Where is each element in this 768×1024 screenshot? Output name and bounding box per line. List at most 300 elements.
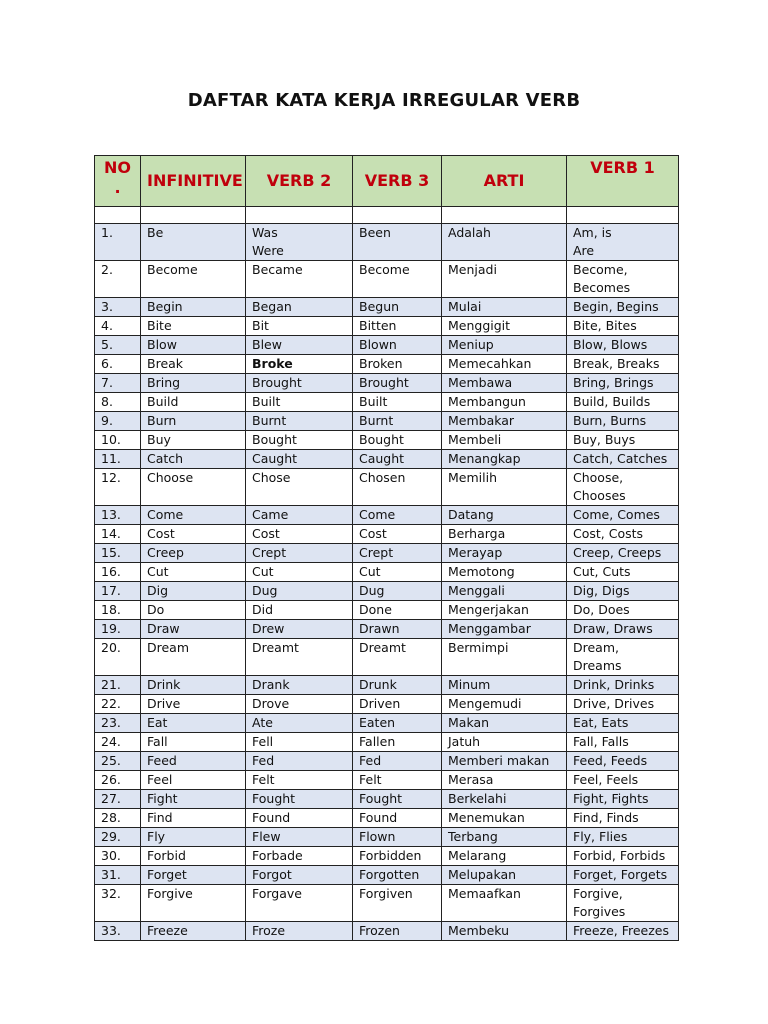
cell-verb1-text: Drive, Drives (573, 696, 655, 711)
header-arti: ARTI (442, 156, 567, 207)
table-row (95, 582, 679, 601)
cell-verb3-text: Burnt (359, 413, 394, 428)
cell-infinitive-text: Fly (147, 829, 166, 844)
cell-verb3-text: Fallen (359, 734, 396, 749)
cell-no-text: 8. (101, 394, 113, 409)
cell-arti-text: Memotong (448, 564, 515, 579)
cell-arti (442, 922, 567, 941)
cell-infinitive (141, 828, 246, 847)
cell-no (95, 922, 141, 941)
header-no-line2: . (114, 178, 121, 197)
cell-no-text: 12. (101, 470, 121, 485)
cell-verb3 (353, 885, 442, 922)
cell-arti (442, 336, 567, 355)
cell-verb1 (567, 866, 679, 885)
cell-verb3 (353, 393, 442, 412)
table-row (95, 506, 679, 525)
cell-no-text: 24. (101, 734, 121, 749)
table-row (95, 847, 679, 866)
cell-verb1-text: Drink, Drinks (573, 677, 655, 692)
table-row (95, 374, 679, 393)
cell-verb3 (353, 450, 442, 469)
cell-infinitive-text: Fall (147, 734, 168, 749)
cell-verb3 (353, 374, 442, 393)
cell-verb1-text: Eat, Eats (573, 715, 629, 730)
cell-infinitive (141, 695, 246, 714)
cell-infinitive-text: Feel (147, 772, 173, 787)
cell-verb2 (246, 355, 353, 374)
cell-no-text: 11. (101, 451, 121, 466)
cell-no (95, 828, 141, 847)
cell-arti-text: Memaafkan (448, 886, 521, 901)
cell-verb1-text: Forgive, (573, 886, 623, 901)
cell-infinitive-text: Feed (147, 753, 177, 768)
cell-arti (442, 544, 567, 563)
cell-verb2-text: Drank (252, 677, 290, 692)
cell-verb2 (246, 866, 353, 885)
cell-verb3 (353, 771, 442, 790)
spacer-cell (246, 207, 353, 224)
cell-arti (442, 771, 567, 790)
cell-infinitive (141, 790, 246, 809)
cell-verb2-text: Became (252, 262, 303, 277)
cell-arti-text: Melarang (448, 848, 507, 863)
cell-no-text: 6. (101, 356, 113, 371)
cell-verb2 (246, 563, 353, 582)
cell-verb2 (246, 847, 353, 866)
cell-verb1-text: Dream, (573, 640, 619, 655)
cell-verb1 (567, 355, 679, 374)
cell-verb2-text: Dug (252, 583, 278, 598)
cell-infinitive (141, 374, 246, 393)
cell-arti-text: Membangun (448, 394, 526, 409)
cell-verb3-text: Caught (359, 451, 405, 466)
table-row (95, 355, 679, 374)
table-row (95, 828, 679, 847)
cell-verb3-text: Bought (359, 432, 404, 447)
cell-no-text: 4. (101, 318, 113, 333)
cell-arti-text: Mengerjakan (448, 602, 529, 617)
cell-verb2 (246, 771, 353, 790)
spacer-cell (95, 207, 141, 224)
cell-arti (442, 695, 567, 714)
cell-no-text: 17. (101, 583, 121, 598)
table-row (95, 695, 679, 714)
cell-verb3 (353, 317, 442, 336)
cell-no-text: 33. (101, 923, 121, 938)
cell-infinitive (141, 298, 246, 317)
cell-arti-text: Melupakan (448, 867, 517, 882)
cell-verb3-text: Drunk (359, 677, 397, 692)
cell-verb2-text: Found (252, 810, 291, 825)
cell-arti (442, 563, 567, 582)
cell-verb3 (353, 525, 442, 544)
cell-arti-text: Membakar (448, 413, 515, 428)
cell-no-text: 18. (101, 602, 121, 617)
cell-verb2-text: Fed (252, 753, 275, 768)
table-row (95, 412, 679, 431)
cell-verb1-text-line2: Chooses (573, 488, 626, 503)
cell-no (95, 506, 141, 525)
cell-infinitive (141, 733, 246, 752)
cell-verb3-text: Blown (359, 337, 397, 352)
table-row (95, 525, 679, 544)
cell-verb1-text: Fall, Falls (573, 734, 629, 749)
cell-no-text: 23. (101, 715, 121, 730)
cell-verb1-text-line2: Becomes (573, 280, 631, 295)
cell-arti-text: Menggambar (448, 621, 531, 636)
cell-no (95, 261, 141, 298)
cell-verb2-text: Forbade (252, 848, 303, 863)
table-row (95, 431, 679, 450)
header-infinitive: INFINITIVE (141, 156, 246, 207)
cell-verb2-text: Cost (252, 526, 280, 541)
cell-arti (442, 828, 567, 847)
cell-no (95, 469, 141, 506)
cell-arti-text: Berharga (448, 526, 506, 541)
cell-infinitive-text: Come (147, 507, 184, 522)
cell-no (95, 298, 141, 317)
cell-verb1 (567, 469, 679, 506)
cell-infinitive (141, 412, 246, 431)
cell-verb1-text: Come, Comes (573, 507, 660, 522)
cell-no-text: 21. (101, 677, 121, 692)
cell-arti (442, 224, 567, 261)
cell-infinitive (141, 261, 246, 298)
table-row (95, 733, 679, 752)
cell-infinitive-text: Begin (147, 299, 183, 314)
cell-verb3-text: Drawn (359, 621, 400, 636)
cell-no-text: 9. (101, 413, 113, 428)
cell-verb1-text: Begin, Begins (573, 299, 659, 314)
cell-no-text: 2. (101, 262, 113, 277)
cell-arti-text: Menangkap (448, 451, 521, 466)
cell-arti-text: Memecahkan (448, 356, 532, 371)
cell-no-text: 10. (101, 432, 121, 447)
spacer-row (95, 207, 679, 224)
table-row (95, 639, 679, 676)
cell-verb3 (353, 601, 442, 620)
cell-infinitive-text: Dig (147, 583, 169, 598)
cell-verb3-text: Done (359, 602, 392, 617)
cell-infinitive-text: Be (147, 225, 164, 240)
cell-verb3-text: Forgiven (359, 886, 413, 901)
cell-verb1 (567, 601, 679, 620)
cell-verb3-text: Come (359, 507, 396, 522)
cell-infinitive-text: Become (147, 262, 198, 277)
cell-verb3 (353, 809, 442, 828)
cell-verb1-text: Do, Does (573, 602, 630, 617)
table-row (95, 336, 679, 355)
cell-infinitive-text: Bring (147, 375, 181, 390)
cell-verb3-text: Dug (359, 583, 385, 598)
cell-arti-text: Terbang (448, 829, 498, 844)
cell-no-text: 1. (101, 225, 113, 240)
cell-infinitive (141, 866, 246, 885)
cell-no-text: 15. (101, 545, 121, 560)
cell-verb1-text: Bite, Bites (573, 318, 637, 333)
cell-arti (442, 714, 567, 733)
cell-verb1-text: Cut, Cuts (573, 564, 631, 579)
cell-infinitive (141, 469, 246, 506)
cell-verb1 (567, 563, 679, 582)
cell-verb3-text: Become (359, 262, 410, 277)
cell-no-text: 16. (101, 564, 121, 579)
cell-arti (442, 885, 567, 922)
cell-arti-text: Memilih (448, 470, 497, 485)
cell-infinitive (141, 393, 246, 412)
cell-infinitive (141, 563, 246, 582)
cell-verb1 (567, 261, 679, 298)
cell-no (95, 866, 141, 885)
cell-arti (442, 374, 567, 393)
header-no (95, 156, 141, 207)
cell-verb3-text: Eaten (359, 715, 396, 730)
cell-no (95, 809, 141, 828)
cell-verb1-text-line2: Dreams (573, 658, 622, 673)
cell-infinitive-text: Forget (147, 867, 187, 882)
cell-infinitive-text: Burn (147, 413, 177, 428)
cell-arti-text: Merayap (448, 545, 503, 560)
cell-no-text: 22. (101, 696, 121, 711)
cell-arti-text: Membeli (448, 432, 502, 447)
cell-infinitive (141, 620, 246, 639)
cell-arti (442, 809, 567, 828)
cell-verb3 (353, 336, 442, 355)
cell-verb1-text: Feed, Feeds (573, 753, 648, 768)
cell-verb1 (567, 885, 679, 922)
cell-verb2 (246, 676, 353, 695)
table-row (95, 224, 679, 261)
cell-arti-text: Berkelahi (448, 791, 507, 806)
cell-verb3 (353, 544, 442, 563)
cell-verb1-text: Forbid, Forbids (573, 848, 666, 863)
cell-no-text: 31. (101, 867, 121, 882)
cell-arti-text: Memberi makan (448, 753, 550, 768)
cell-verb2-text: Crept (252, 545, 287, 560)
cell-verb1 (567, 525, 679, 544)
cell-infinitive-text: Choose (147, 470, 194, 485)
cell-infinitive-text: Fight (147, 791, 178, 806)
cell-verb1-text: Bring, Brings (573, 375, 654, 390)
cell-no (95, 374, 141, 393)
cell-no (95, 431, 141, 450)
cell-verb1-text: Buy, Buys (573, 432, 636, 447)
cell-verb3 (353, 752, 442, 771)
cell-verb3 (353, 828, 442, 847)
cell-infinitive (141, 639, 246, 676)
cell-infinitive-text: Blow (147, 337, 177, 352)
header-verb3: VERB 3 (353, 156, 442, 207)
cell-no (95, 639, 141, 676)
cell-infinitive (141, 714, 246, 733)
cell-no (95, 676, 141, 695)
cell-no (95, 771, 141, 790)
cell-verb1 (567, 393, 679, 412)
cell-verb2 (246, 639, 353, 676)
cell-verb2-text: Brought (252, 375, 302, 390)
cell-verb2-text: Did (252, 602, 274, 617)
cell-verb1 (567, 298, 679, 317)
cell-no (95, 695, 141, 714)
cell-no (95, 620, 141, 639)
cell-no-text: 25. (101, 753, 121, 768)
cell-verb2-text: Burnt (252, 413, 287, 428)
cell-infinitive-text: Buy (147, 432, 171, 447)
cell-verb1 (567, 714, 679, 733)
cell-verb2 (246, 336, 353, 355)
cell-verb1 (567, 412, 679, 431)
cell-verb3 (353, 714, 442, 733)
cell-verb2-text: Blew (252, 337, 282, 352)
table-row (95, 601, 679, 620)
cell-verb2 (246, 469, 353, 506)
cell-verb1-text: Burn, Burns (573, 413, 647, 428)
cell-verb2-text: Froze (252, 923, 286, 938)
cell-arti-text: Bermimpi (448, 640, 509, 655)
table-row (95, 261, 679, 298)
cell-verb3-text: Forgotten (359, 867, 420, 882)
cell-verb3 (353, 790, 442, 809)
cell-verb2-text: Forgave (252, 886, 302, 901)
cell-verb2 (246, 393, 353, 412)
cell-infinitive (141, 506, 246, 525)
cell-verb1-text-line2: Are (573, 243, 595, 258)
cell-verb2 (246, 828, 353, 847)
cell-infinitive-text: Break (147, 356, 184, 371)
cell-no (95, 355, 141, 374)
cell-arti-text: Datang (448, 507, 494, 522)
cell-verb3 (353, 639, 442, 676)
cell-verb1 (567, 771, 679, 790)
cell-arti-text: Menemukan (448, 810, 525, 825)
cell-verb2-text: Broke (252, 356, 293, 371)
cell-verb1-text: Break, Breaks (573, 356, 660, 371)
cell-verb2 (246, 733, 353, 752)
cell-verb3-text: Been (359, 225, 391, 240)
cell-infinitive (141, 525, 246, 544)
cell-verb3 (353, 922, 442, 941)
cell-no-text: 30. (101, 848, 121, 863)
cell-infinitive (141, 847, 246, 866)
cell-verb2 (246, 752, 353, 771)
cell-no (95, 224, 141, 261)
table-row (95, 544, 679, 563)
cell-no (95, 752, 141, 771)
cell-verb3-text: Chosen (359, 470, 406, 485)
table-row (95, 563, 679, 582)
cell-verb2-text: Drew (252, 621, 285, 636)
cell-verb2 (246, 922, 353, 941)
cell-verb2 (246, 714, 353, 733)
table-row (95, 922, 679, 941)
cell-verb1-text: Become, (573, 262, 628, 277)
cell-verb3-text: Fed (359, 753, 382, 768)
cell-verb2-text: Forgot (252, 867, 292, 882)
table-row (95, 885, 679, 922)
table-row (95, 450, 679, 469)
table-row (95, 771, 679, 790)
table-row (95, 317, 679, 336)
cell-verb1-text: Freeze, Freezes (573, 923, 670, 938)
cell-infinitive (141, 676, 246, 695)
table-row (95, 790, 679, 809)
cell-verb2-text: Caught (252, 451, 298, 466)
cell-arti (442, 355, 567, 374)
cell-infinitive-text: Drive (147, 696, 181, 711)
header-row (95, 156, 679, 207)
cell-arti-text: Minum (448, 677, 491, 692)
cell-verb2 (246, 582, 353, 601)
cell-verb3 (353, 866, 442, 885)
cell-verb2 (246, 261, 353, 298)
cell-verb1 (567, 620, 679, 639)
cell-arti-text: Menggigit (448, 318, 511, 333)
cell-arti-text: Mulai (448, 299, 482, 314)
cell-arti-text: Menggali (448, 583, 505, 598)
table-row (95, 469, 679, 506)
spacer-cell (141, 207, 246, 224)
cell-verb3-text: Forbidden (359, 848, 422, 863)
cell-no (95, 582, 141, 601)
cell-no (95, 525, 141, 544)
cell-verb2-text: Began (252, 299, 292, 314)
cell-arti (442, 790, 567, 809)
cell-arti (442, 506, 567, 525)
cell-verb1 (567, 695, 679, 714)
cell-verb1 (567, 809, 679, 828)
cell-verb2-text: Flew (252, 829, 281, 844)
cell-no (95, 393, 141, 412)
cell-verb2-text: Built (252, 394, 281, 409)
cell-no (95, 544, 141, 563)
cell-verb1-text: Dig, Digs (573, 583, 630, 598)
cell-verb1-text: Am, is (573, 225, 612, 240)
cell-verb3-text: Crept (359, 545, 394, 560)
cell-infinitive-text: Cut (147, 564, 169, 579)
cell-no (95, 450, 141, 469)
cell-no-text: 7. (101, 375, 113, 390)
cell-infinitive-text: Cost (147, 526, 175, 541)
cell-verb2 (246, 695, 353, 714)
cell-verb1-text: Forget, Forgets (573, 867, 668, 882)
cell-verb3 (353, 506, 442, 525)
cell-verb3-text: Brought (359, 375, 409, 390)
cell-no (95, 733, 141, 752)
cell-arti-text: Mengemudi (448, 696, 522, 711)
cell-infinitive (141, 809, 246, 828)
cell-verb2-text: Was (252, 225, 278, 240)
cell-no (95, 563, 141, 582)
cell-verb2 (246, 412, 353, 431)
spacer-cell (353, 207, 442, 224)
cell-verb3 (353, 676, 442, 695)
cell-verb1-text: Cost, Costs (573, 526, 644, 541)
cell-no (95, 885, 141, 922)
cell-verb3 (353, 695, 442, 714)
cell-verb2 (246, 601, 353, 620)
cell-infinitive-text: Catch (147, 451, 184, 466)
cell-verb2-text: Fell (252, 734, 274, 749)
cell-verb2-text: Felt (252, 772, 275, 787)
cell-arti (442, 469, 567, 506)
cell-verb1 (567, 431, 679, 450)
cell-arti (442, 733, 567, 752)
cell-verb3-text: Broken (359, 356, 403, 371)
cell-verb1-text: Choose, (573, 470, 624, 485)
cell-verb1 (567, 847, 679, 866)
cell-verb2 (246, 317, 353, 336)
